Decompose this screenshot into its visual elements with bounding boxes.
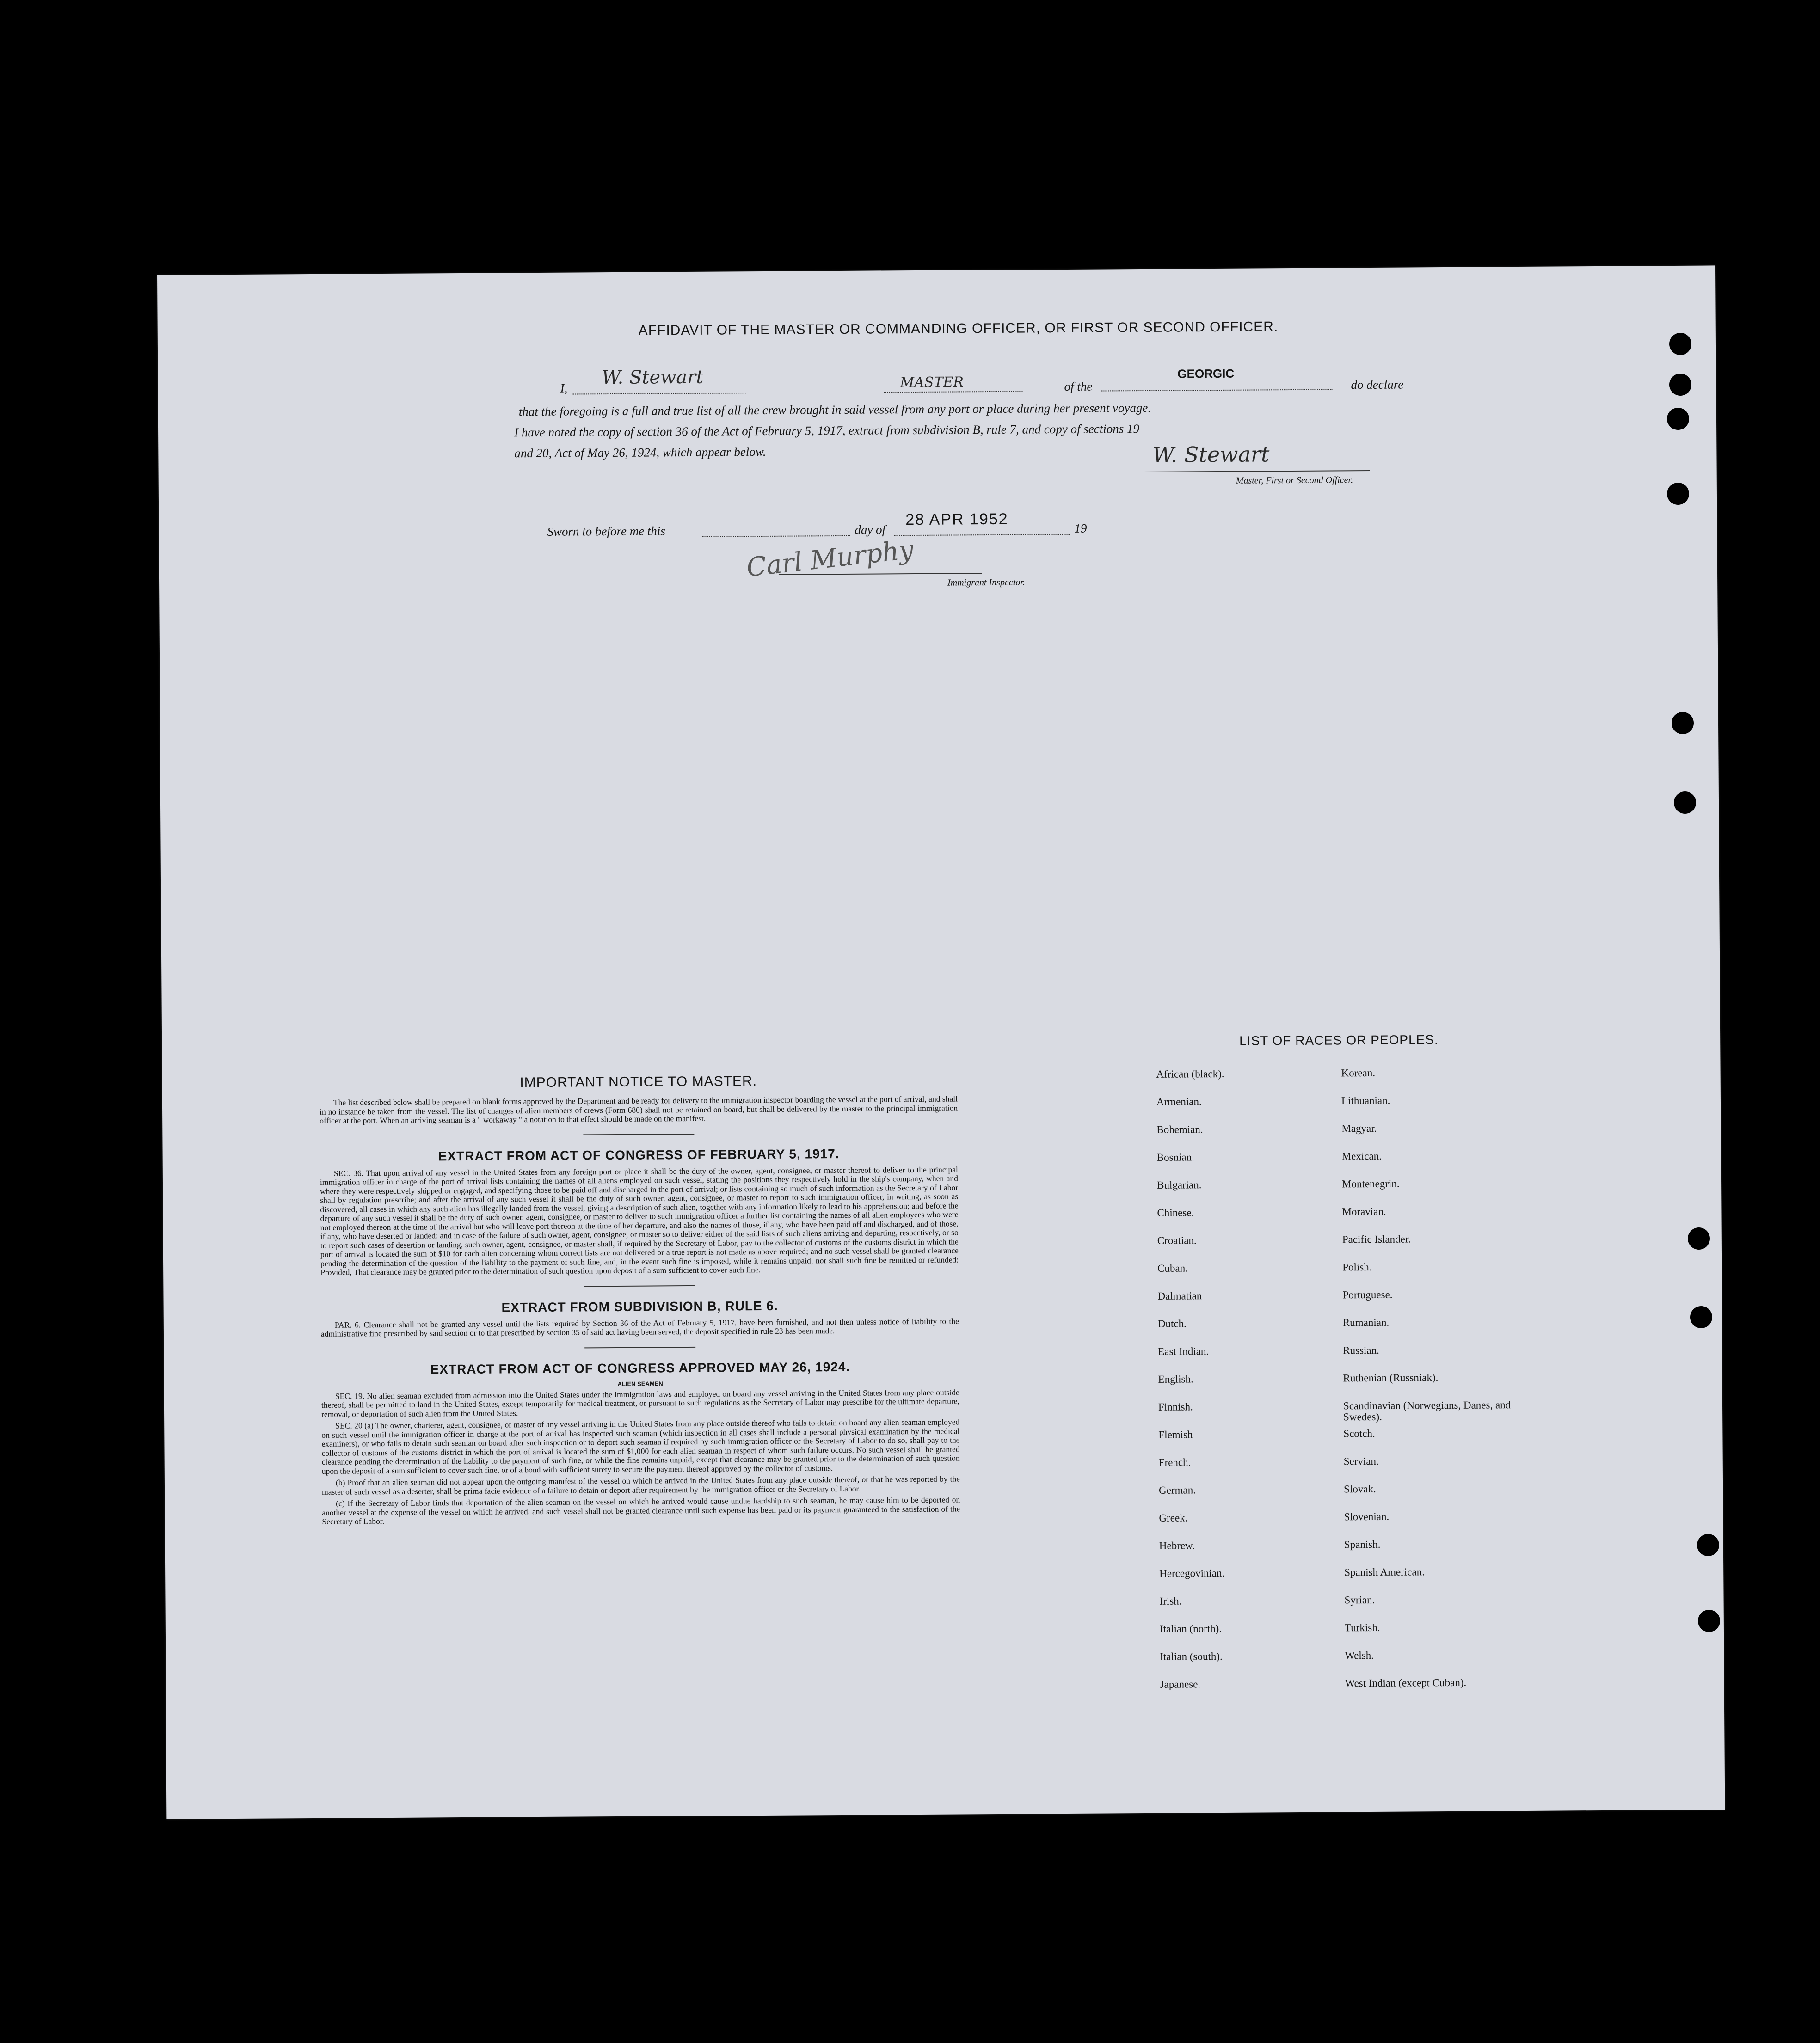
races-title: LIST OF RACES OR PEOPLES. bbox=[1239, 1032, 1439, 1048]
affidavit-title: AFFIDAVIT OF THE MASTER OR COMMANDING OFFICER, OR FIRST OR SECOND OFFICER. bbox=[638, 319, 1279, 338]
race-item: Ruthenian (Russniak). bbox=[1343, 1372, 1439, 1384]
master-signature: W. Stewart bbox=[1152, 442, 1270, 467]
race-item: Russian. bbox=[1343, 1344, 1379, 1356]
race-item: Irish. bbox=[1159, 1595, 1182, 1607]
punch-hole bbox=[1672, 712, 1694, 734]
race-item: Bulgarian. bbox=[1156, 1179, 1202, 1191]
of-the-label: of the bbox=[1064, 379, 1093, 394]
sworn-month-line bbox=[894, 534, 1070, 536]
document-page bbox=[157, 265, 1725, 1819]
sworn-label: Sworn to before me this bbox=[547, 524, 665, 539]
act-1924-sec19: SEC. 19. No alien seaman excluded from admission into the United States under the immigration laws and employed on board any vessel arriving in the United States from any place outside thereof, shall be permitted to land in the United States, except temporarily for medical treatment, or pursuant to such regulations as the Secretary of Labor may prescribe for the ultimate departure, removal, or deportation of such alien from the United States. bbox=[321, 1387, 959, 1419]
alien-seamen-heading: ALIEN SEAMEN bbox=[617, 1380, 663, 1387]
race-item: Spanish. bbox=[1344, 1538, 1381, 1551]
punch-hole bbox=[1667, 408, 1689, 430]
race-item: Italian (south). bbox=[1160, 1650, 1223, 1663]
race-item: Turkish. bbox=[1344, 1621, 1380, 1634]
race-item: Dutch. bbox=[1157, 1318, 1187, 1330]
race-item: Moravian. bbox=[1342, 1205, 1386, 1218]
affidavit-line-3: I have noted the copy of section 36 of the Act of February 5, 1917, extract from subdivision B, rule 7, and copy of sections 19 bbox=[514, 422, 1140, 440]
date-stamp: 28 APR 1952 bbox=[905, 510, 1008, 529]
master-signature-line bbox=[1144, 470, 1370, 472]
race-item: Syrian. bbox=[1344, 1594, 1375, 1606]
race-item: Hercegovinian. bbox=[1159, 1567, 1225, 1579]
punch-hole bbox=[1674, 791, 1696, 814]
race-item: Lithuanian. bbox=[1341, 1094, 1390, 1107]
punch-hole bbox=[1667, 483, 1689, 505]
act-1924-sec20b: (b) Proof that an alien seaman did not appear upon the outgoing manifest of the vessel on which he arrived in the United States from any place outside thereof, or that he was reported by the master of such vessel as a deserter, shall be prima facie evidence of a failure to detain or deport after requirement by the immigration officer or the Secretary of Labor. bbox=[322, 1474, 960, 1497]
race-item: African (black). bbox=[1156, 1068, 1224, 1080]
affidavit-line-4: and 20, Act of May 26, 1924, which appear below. bbox=[514, 444, 766, 460]
race-item: Flemish bbox=[1158, 1429, 1193, 1441]
race-item: Bohemian. bbox=[1156, 1123, 1203, 1135]
master-signature-caption: Master, First or Second Officer. bbox=[1236, 475, 1353, 486]
officer-rank: MASTER bbox=[900, 374, 964, 391]
race-item: Spanish American. bbox=[1344, 1566, 1425, 1578]
race-item: Slovak. bbox=[1344, 1483, 1376, 1495]
race-item: Portuguese. bbox=[1342, 1288, 1393, 1301]
race-item: West Indian (except Cuban). bbox=[1345, 1676, 1467, 1689]
affidavit-line-2: that the foregoing is a full and true list of all the crew brought in said vessel from any port or place during her present voyage. bbox=[518, 400, 1151, 419]
race-item: English. bbox=[1158, 1373, 1193, 1385]
race-item: Korean. bbox=[1341, 1067, 1376, 1079]
inspector-signature: Carl Murphy bbox=[745, 534, 915, 583]
i-label: I, bbox=[560, 381, 568, 395]
punch-hole bbox=[1698, 1610, 1720, 1632]
subdivision-par6: PAR. 6. Clearance shall not be granted any vessel until the lists required by Section 36 of the Act of February 5, 1917, have been furnished, and not then unless notice of liability to the administrative fine prescribed by said section or to that prescribed by section 35 of said act having been served, the deposit specified in rule 23 has been made. bbox=[320, 1316, 959, 1338]
race-item: Cuban. bbox=[1157, 1262, 1188, 1274]
day-of-label: day of bbox=[855, 522, 886, 537]
race-item: Magyar. bbox=[1341, 1122, 1377, 1135]
race-item: East Indian. bbox=[1158, 1345, 1209, 1357]
race-item: Armenian. bbox=[1156, 1096, 1202, 1108]
race-item: Croatian. bbox=[1157, 1234, 1197, 1246]
year-suffix: 19 bbox=[1074, 521, 1087, 535]
race-item: Servian. bbox=[1343, 1455, 1379, 1467]
act-1924-sec20a: SEC. 20 (a) The owner, charterer, agent, consignee, or master of any vessel arriving in the United States from any place outside thereof who fails to detain on board any alien seaman employed on such vessel until the immigration officer in charge at the port of arrival has inspected such seaman (which inspection in all cases shall include a personal physical examination by the medical examiners), or who fails to detain such seaman on board after such inspection or to deport such seaman if required by such immigration officer or the Secretary of Labor to do so, shall pay to the collector of customs of the customs district in which the port of arrival is located the sum of $1,000 for each alien seaman in respect of whom such failure occurs. No such vessel shall be granted clearance pending the determination of the liability to the payment of such fine, or while the fine remains unpaid, except that clearance may be granted prior to the determination of such question upon the deposit of a sum sufficient to cover such fine, or of a bond with sufficient surety to secure the payment thereof approved by the collector of customs. bbox=[321, 1417, 960, 1476]
officer-name-line bbox=[572, 393, 748, 394]
punch-hole bbox=[1697, 1534, 1719, 1556]
race-item: Finnish. bbox=[1158, 1401, 1193, 1413]
notice-text: The list described below shall be prepared on blank forms approved by the Department and be ready for delivery to the immigration inspector boarding the vessel at the port of arrival, and shall in no instance be taken from the vessel. The list of changes of alien members of crews (Form 680) shall not be retained on board, but shall be delivered by the master to the principal immigration officer at the port. When an arriving seaman is a " workaway " a notation to that effect should be made on the manifest. bbox=[319, 1094, 958, 1125]
races-left-column bbox=[1156, 1068, 1313, 1707]
notice-divider bbox=[583, 1133, 694, 1135]
race-item: Hebrew. bbox=[1159, 1540, 1195, 1552]
vessel-name: GEORGIC bbox=[1177, 366, 1235, 381]
act-1917-divider bbox=[584, 1285, 695, 1286]
race-item: German. bbox=[1159, 1484, 1196, 1496]
race-item: Pacific Islander. bbox=[1342, 1233, 1411, 1245]
notice-title: IMPORTANT NOTICE TO MASTER. bbox=[520, 1074, 757, 1091]
race-item: Welsh. bbox=[1345, 1649, 1374, 1662]
race-item: Rumanian. bbox=[1342, 1316, 1390, 1329]
punch-hole bbox=[1669, 333, 1691, 355]
subdivision-title: EXTRACT FROM SUBDIVISION B, RULE 6. bbox=[501, 1298, 778, 1314]
race-item: Greek. bbox=[1159, 1512, 1188, 1524]
act-1924-sec20c: (c) If the Secretary of Labor finds that deportation of the alien seaman on the vessel on which he arrived would cause undue hardship to such seaman, he may cause him to be deported on another vessel at the expense of the vessel on which he arrived, and such vessel shall not be granted clearance until such expense has been paid or its payment guaranteed to the satisfaction of the Secretary of Labor. bbox=[322, 1495, 960, 1526]
race-item: Bosnian. bbox=[1156, 1151, 1194, 1163]
race-item: Chinese. bbox=[1157, 1207, 1194, 1219]
race-item: Dalmatian bbox=[1157, 1290, 1202, 1302]
important-notice-section bbox=[320, 1072, 960, 1529]
race-item: Japanese. bbox=[1160, 1678, 1201, 1690]
race-item: Mexican. bbox=[1341, 1150, 1382, 1162]
race-item: Slovenian. bbox=[1344, 1510, 1390, 1523]
race-item: Scandinavian (Norwegians, Danes, and Swedes). bbox=[1343, 1399, 1511, 1423]
race-item: Polish. bbox=[1342, 1261, 1372, 1273]
subdivision-divider bbox=[584, 1346, 695, 1348]
race-item: Scotch. bbox=[1343, 1427, 1375, 1440]
sworn-day-line bbox=[702, 535, 850, 537]
rank-line bbox=[884, 391, 1023, 393]
act-1917-title: EXTRACT FROM ACT OF CONGRESS OF FEBRUARY 5, 1917. bbox=[438, 1146, 840, 1163]
punch-hole bbox=[1688, 1227, 1710, 1250]
punch-hole bbox=[1669, 374, 1691, 396]
races-right-column bbox=[1341, 1067, 1521, 1706]
act-1917-sec36: SEC. 36. That upon arrival of any vessel in the United States from any foreign port or place it shall be the duty of the owner, agent, consignee, or master thereof to deliver to the principal immigration officer in charge of the port of arrival lists containing the names of all aliens employed on such vessel, stating the positions they respectively hold in the ship's company, when and where they were respectively shipped or engaged, and specifying those to be paid off and discharged in the port of arrival; or lists containing so much of such information as the Secretary of Labor shall by regulation prescribe; and after the arrival of any such vessel it shall be the duty of such owner, agent, consignee, or master to report to such immigration officer, in writing, as soon as discovered, all cases in which any such alien has illegally landed from the vessel, giving a description of such alien, together with any information likely to lead to his apprehension; and before the departure of any such vessel it shall be the duty of such owner, agent, consignee, or master to deliver to such immigration officer a further list containing the names of all alien employees who were not employed thereon at the time of the arrival but who will leave port thereon at the time of her departure, and also the names of those, if any, who have been paid off and discharged, and of those, if any, who have deserted or landed; and in case of the failure of such owner, agent, consignee, or master so to deliver either of the said lists of such aliens arriving and departing, respectively, or so to report such cases of desertion or landing, such owner, agent, consignee, or master shall, if required by the Secretary of Labor, pay to the collector of customs of the customs district in which the port of arrival is located the sum of $10 for each alien concerning whom correct lists are not delivered or a true report is not made as above required; and no such vessel shall be granted clearance pending the determination of the question of the liability to the payment of such fine, and, in the event such fine is imposed, while it remains unpaid; nor shall such fine be remitted or refunded: Provided, That clearance may be granted prior to the determination of such question upon deposit of a sum sufficient to cover such fine. bbox=[320, 1164, 959, 1277]
race-item: French. bbox=[1158, 1456, 1191, 1468]
act-1924-title: EXTRACT FROM ACT OF CONGRESS APPROVED MAY 26, 1924. bbox=[430, 1359, 850, 1376]
punch-hole bbox=[1690, 1306, 1712, 1328]
do-declare-label: do declare bbox=[1351, 377, 1404, 392]
inspector-caption: Immigrant Inspector. bbox=[947, 577, 1025, 588]
vessel-line bbox=[1101, 389, 1333, 391]
officer-name-signature: W. Stewart bbox=[602, 366, 704, 389]
race-item: Italian (north). bbox=[1159, 1622, 1222, 1635]
race-item: Montenegrin. bbox=[1341, 1178, 1400, 1190]
